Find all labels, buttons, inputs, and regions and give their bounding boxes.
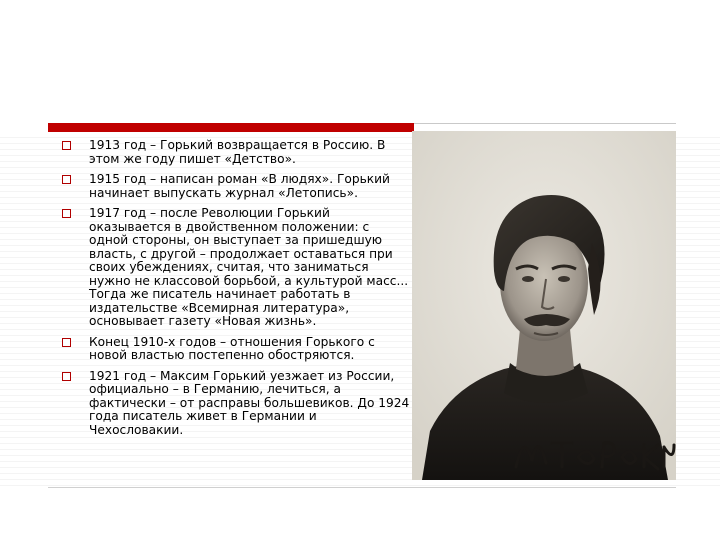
list-item	[62, 370, 410, 438]
top-divider	[414, 123, 676, 124]
bottom-divider	[48, 487, 676, 488]
square-bullet-icon	[62, 372, 71, 381]
bullet-text: Конец 1910-х годов – отношения Горького с новой властью постепенно обостряются.	[89, 334, 375, 362]
list-item	[62, 139, 410, 166]
list-item	[62, 336, 410, 363]
square-bullet-icon	[62, 141, 71, 150]
bullet-text: 1917 год – после Революции Горький оказывается в двойственном положении: с одной стороны, он выступает за пришедшую власть, с другой – продолжает оставаться при своих убеждениях, считая, что заниматься нужно не классовой борьбой, а культурой масс... Тогда же писатель начинает работать в издательстве «Всемирная литература», основывает газету «Новая жизнь».	[89, 206, 409, 328]
bullet-content	[62, 139, 410, 444]
list-item	[62, 207, 410, 329]
accent-bar	[48, 123, 414, 132]
square-bullet-icon	[62, 175, 71, 184]
bullet-text: 1915 год – написан роман «В людях». Горький начинает выпускать журнал «Летопись».	[89, 172, 390, 200]
list-item	[62, 173, 410, 200]
square-bullet-icon	[62, 209, 71, 218]
portrait-illustration	[412, 131, 676, 480]
square-bullet-icon	[62, 338, 71, 347]
bullet-text: 1913 год – Горький возвращается в Россию. В этом же году пишет «Детство».	[89, 138, 386, 166]
bullet-text: 1921 год – Максим Горький уезжает из России, официально – в Германию, лечиться, а фактически – от расправы большевиков. До 1924 года писатель живет в Германии и Чехословакии.	[89, 368, 410, 437]
bullet-list	[62, 139, 410, 437]
portrait-image	[412, 131, 676, 480]
